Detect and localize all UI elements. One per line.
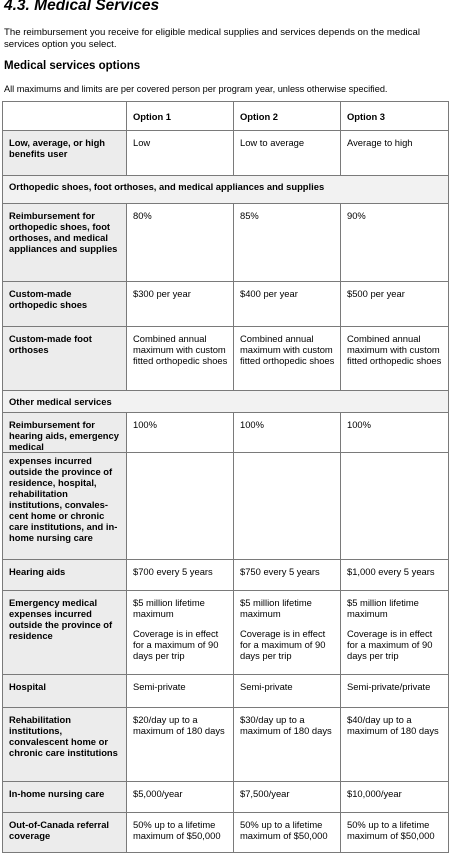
- option-2-cell: 50% up to a lifetime maximum of $50,000: [234, 813, 341, 853]
- page-title: 4.3. Medical Services: [4, 0, 160, 14]
- option-3-cell: $1,000 every 5 years: [341, 560, 449, 591]
- option-3-cell: $500 per year: [341, 282, 449, 327]
- coverage-note: Coverage is in effect for a maximum of 90 days per trip: [240, 628, 326, 661]
- option-2-cell: Low to average: [234, 131, 341, 176]
- coverage-note: Coverage is in effect for a maximum of 90 days per trip: [347, 628, 433, 661]
- option-2-cell: [234, 591, 341, 675]
- header-option-2: Option 2: [234, 102, 341, 131]
- row-label: Hearing aids: [3, 560, 127, 591]
- row-label: Low, average, or high benefits user: [3, 131, 127, 176]
- option-2-cell: $7,500/year: [234, 782, 341, 813]
- option-2-cell: $400 per year: [234, 282, 341, 327]
- option-1-cell: $20/day up to a maximum of 180 days: [127, 708, 234, 782]
- table-row: [3, 560, 449, 591]
- option-1-cell: 100%: [127, 413, 234, 453]
- table-row: [3, 782, 449, 813]
- option-3-cell: $10,000/year: [341, 782, 449, 813]
- option-1-cell: Low: [127, 131, 234, 176]
- option-1-cell: [127, 591, 234, 675]
- table-row: [3, 675, 449, 708]
- row-label-top: Reimbursement for hearing aids, emergency medical: [3, 413, 127, 453]
- option-1-cell: Semi-private: [127, 675, 234, 708]
- table-row: [3, 131, 449, 176]
- section-label-orthopedic: Orthopedic shoes, foot orthoses, and medical appliances and supplies: [3, 176, 449, 204]
- option-1-cell: $300 per year: [127, 282, 234, 327]
- option-2-cell: 100%: [234, 413, 341, 453]
- row-label: Out-of-Canada referral coverage: [3, 813, 127, 853]
- section-label-other: Other medical services: [3, 391, 449, 413]
- medical-services-options-table: [2, 101, 449, 853]
- lifetime-maximum: $5 million lifetime maximum: [347, 597, 419, 619]
- option-1-cell: $5,000/year: [127, 782, 234, 813]
- empty-cell: [234, 453, 341, 560]
- option-1-cell: Combined annual maximum with custom fitted orthopedic shoes: [127, 327, 234, 391]
- row-label: Reimbursement for orthopedic shoes, foot orthoses, and medical appliances and supplies: [3, 204, 127, 282]
- row-label: Hospital: [3, 675, 127, 708]
- option-3-cell: Semi-private/private: [341, 675, 449, 708]
- option-1-cell: 80%: [127, 204, 234, 282]
- row-label: Rehabilitation institutions, convalescent home or chronic care institutions: [3, 708, 127, 782]
- table-row: [3, 282, 449, 327]
- option-2-cell: 85%: [234, 204, 341, 282]
- lifetime-maximum: $5 million lifetime maximum: [240, 597, 312, 619]
- section-row: [3, 391, 449, 413]
- table-row: [3, 327, 449, 391]
- limits-note: All maximums and limits are per covered person per program year, unless otherwise specified.: [4, 84, 388, 94]
- header-option-1: Option 1: [127, 102, 234, 131]
- option-2-cell: $30/day up to a maximum of 180 days: [234, 708, 341, 782]
- row-label: Custom-made orthopedic shoes: [3, 282, 127, 327]
- empty-cell: [127, 453, 234, 560]
- empty-cell: [341, 453, 449, 560]
- option-3-cell: 100%: [341, 413, 449, 453]
- header-corner-cell: [3, 102, 127, 131]
- header-option-3: Option 3: [341, 102, 449, 131]
- section-row: [3, 176, 449, 204]
- option-3-cell: Average to high: [341, 131, 449, 176]
- table-row: [3, 591, 449, 675]
- lifetime-maximum: $5 million lifetime maximum: [133, 597, 205, 619]
- table-row: [3, 413, 449, 453]
- row-label-continued: expenses incurred outside the province of residence, hospital, rehabilitation institutions, convales-cent home or chronic care institutions, and in-home nursing care: [3, 453, 127, 560]
- option-2-cell: $750 every 5 years: [234, 560, 341, 591]
- intro-paragraph: The reimbursement you receive for eligible medical supplies and services depends on the medical services option you select.: [4, 27, 420, 50]
- table-row: [3, 204, 449, 282]
- option-1-cell: 50% up to a lifetime maximum of $50,000: [127, 813, 234, 853]
- row-label: In-home nursing care: [3, 782, 127, 813]
- option-3-cell: 90%: [341, 204, 449, 282]
- option-2-cell: Combined annual maximum with custom fitted orthopedic shoes: [234, 327, 341, 391]
- option-3-cell: 50% up to a lifetime maximum of $50,000: [341, 813, 449, 853]
- table-row-continuation: [3, 453, 449, 560]
- option-3-cell: $40/day up to a maximum of 180 days: [341, 708, 449, 782]
- table-row: [3, 813, 449, 853]
- option-2-cell: Semi-private: [234, 675, 341, 708]
- option-1-cell: $700 every 5 years: [127, 560, 234, 591]
- row-label: Emergency medical expenses incurred outside the province of residence: [3, 591, 127, 675]
- table-row: [3, 708, 449, 782]
- table-header-row: [3, 102, 449, 131]
- section-heading: Medical services options: [4, 60, 141, 72]
- option-3-cell: [341, 591, 449, 675]
- option-3-cell: Combined annual maximum with custom fitted orthopedic shoes: [341, 327, 449, 391]
- row-label: Custom-made foot orthoses: [3, 327, 127, 391]
- coverage-note: Coverage is in effect for a maximum of 90 days per trip: [133, 628, 219, 661]
